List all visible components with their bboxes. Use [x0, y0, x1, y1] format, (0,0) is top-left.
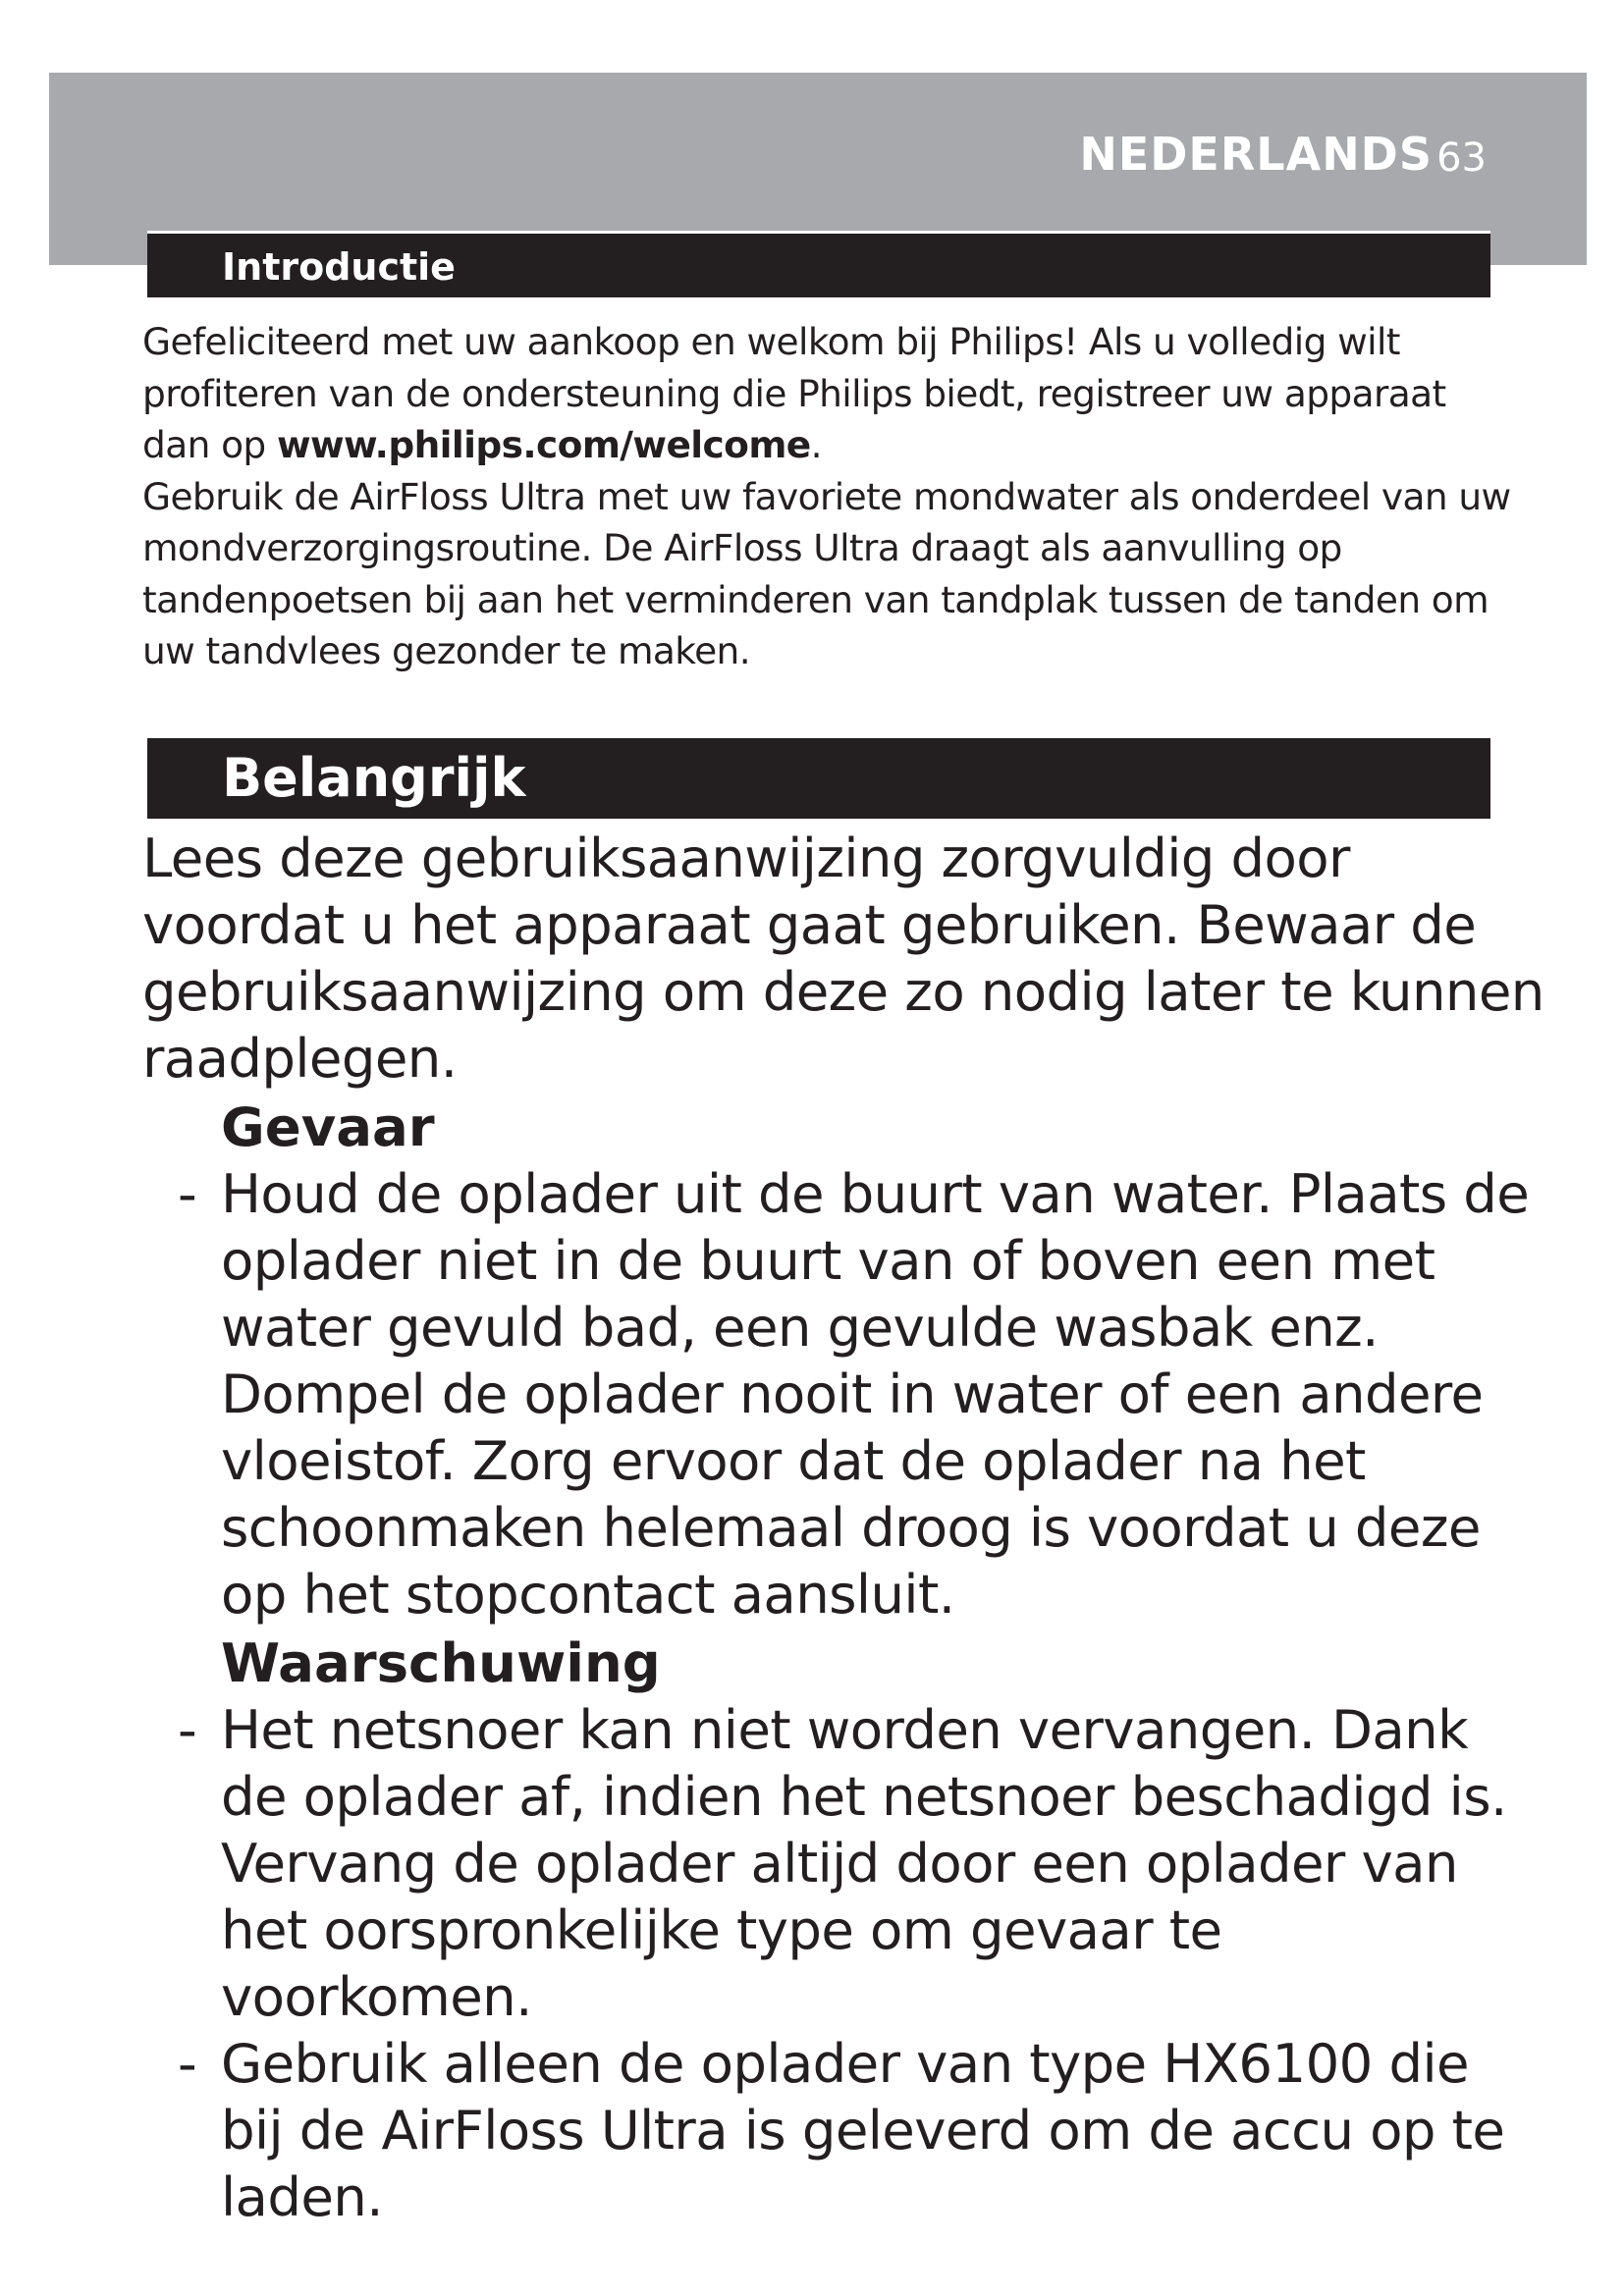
- warning-item-text: Gebruik alleen de oplader van type HX6100 die bij de AirFloss Ultra is geleverd om de accu op te laden.: [221, 2032, 1505, 2228]
- danger-item-text: Houd de oplader uit de buurt van water. Plaats de oplader niet in de buurt van of boven een met water gevuld bad, een gevulde wasbak enz. Dompel de oplader nooit in water of een andere vloeistof. Zorg ervoor dat de oplader na het schoonmaken helemaal droog is voordat u deze op het stopcontact aansluit.: [221, 1162, 1530, 1626]
- section-title-belangrijk: Belangrijk: [222, 747, 526, 809]
- intro-text-part: .: [810, 423, 822, 466]
- section-bar-introductie: [147, 231, 1490, 297]
- welcome-link[interactable]: www.philips.com/welcome: [276, 423, 811, 466]
- danger-item: [142, 1160, 1546, 1628]
- danger-title: Gevaar: [221, 1095, 435, 1158]
- bullet-dash: -: [178, 1698, 197, 1761]
- bullet-dash: -: [178, 1162, 197, 1225]
- important-content: [142, 825, 1546, 2230]
- warning-item: [142, 2030, 1546, 2230]
- important-paragraph: Lees deze gebruiksaanwijzing zorgvuldig door voordat u het apparaat gaat gebruiken. Bewaar de gebruiksaanwijzing om deze zo nodig later te kunnen raadplegen.: [142, 827, 1544, 1090]
- warning-item: [142, 1696, 1546, 2030]
- intro-paragraph-2: Gebruik de AirFloss Ultra met uw favoriete mondwater als onderdeel van uw mondverzorgingsroutine. De AirFloss Ultra draagt als aanvulling op tandenpoetsen bij aan het verminderen van tandplak tussen de tanden om uw tandvlees gezonder te maken.: [142, 474, 1511, 672]
- intro-text: [142, 316, 1517, 677]
- section-bar-belangrijk: [147, 738, 1490, 819]
- warning-title: Waarschuwing: [221, 1631, 661, 1694]
- warning-item-text: Het netsnoer kan niet worden vervangen. Dank de oplader af, indien het netsnoer beschadigd is. Vervang de oplader altijd door een oplader van het oorspronkelijke type om gevaar te voorkomen.: [221, 1698, 1507, 2028]
- intro-text-part: Gefeliciteerd met uw aankoop en welkom bij Philips! Als u volledig wilt profiteren van de ondersteuning die Philips biedt, registreer uw apparaat dan op: [142, 320, 1446, 466]
- bullet-dash: -: [178, 2032, 197, 2095]
- intro-paragraph-1: [142, 316, 1517, 471]
- section-title-introductie: Introductie: [222, 245, 456, 289]
- page-number: 63: [1436, 135, 1487, 181]
- header-language: NEDERLANDS: [1079, 128, 1433, 181]
